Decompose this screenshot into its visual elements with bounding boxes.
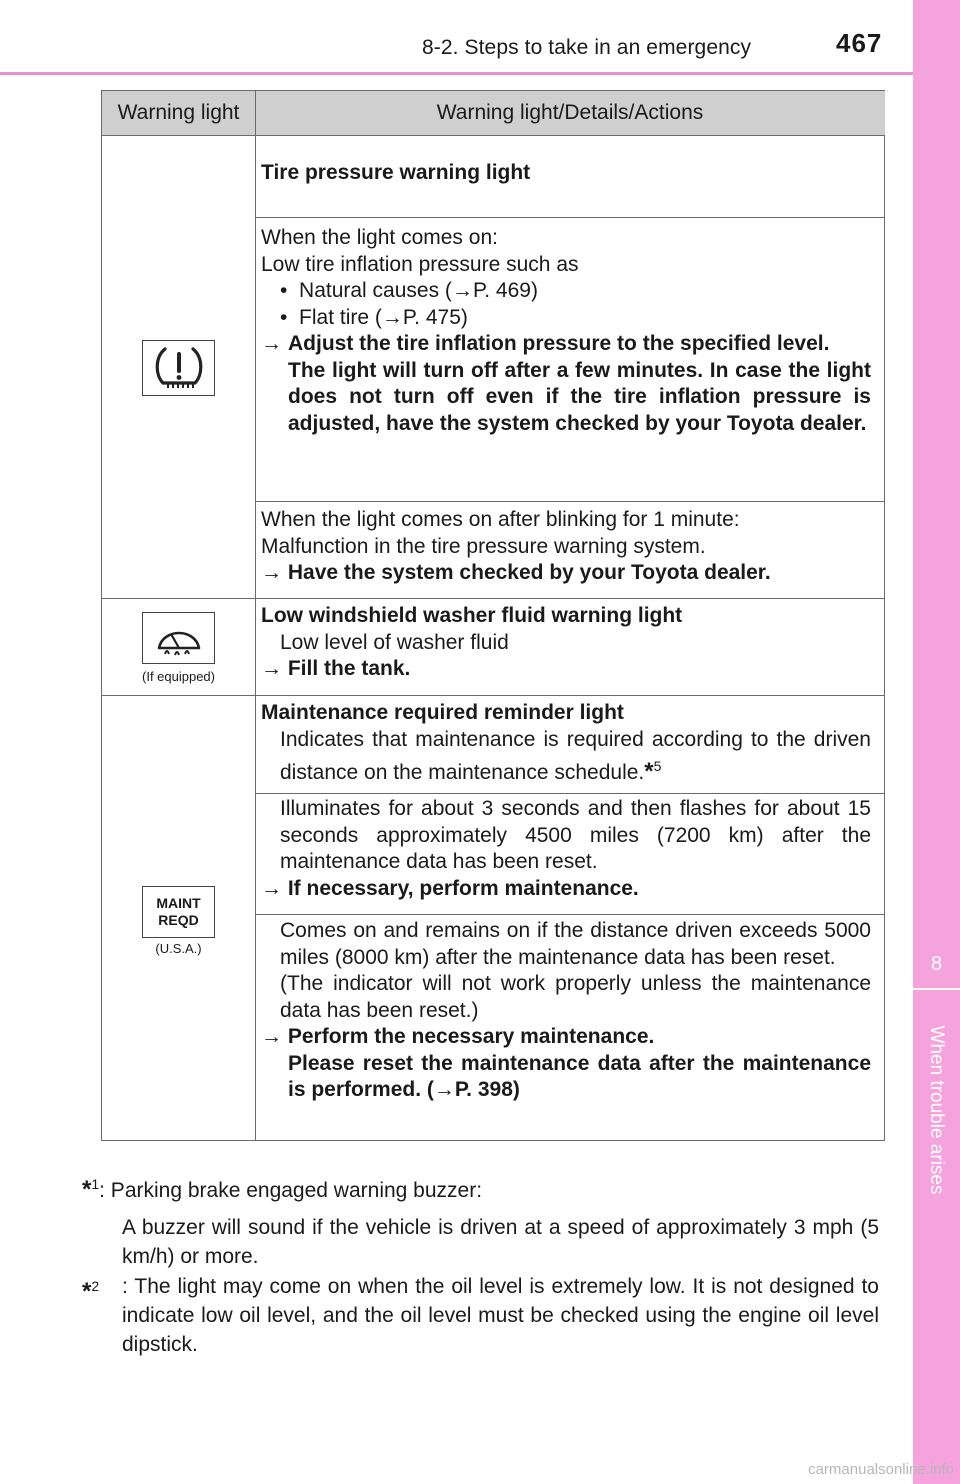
maint-required-note: (The indicator will not work properly unless the maintenance data has been reset.)	[280, 972, 871, 1022]
tire-pressure-warning-icon	[142, 340, 215, 396]
tire-malfunction-desc: Malfunction in the tire pressure warning system.	[261, 534, 706, 558]
row-divider	[102, 135, 884, 136]
row-divider	[255, 501, 884, 502]
tire-malfunction-label: When the light comes on after blinking for 1 minute:	[261, 508, 740, 531]
footnote-1	[82, 1170, 879, 1271]
header-rule	[0, 72, 913, 75]
watermark: carmanualsonline.info	[808, 1461, 954, 1478]
tire-action: → Adjust the tire inflation pressure to the specified level.	[261, 332, 830, 355]
maint-reminder-action: → If necessary, perform maintenance.	[261, 876, 639, 900]
washer-warning-title: Low windshield washer fluid warning light	[261, 604, 683, 627]
footnote-1-title: *$^1$: Parking brake engaged warning buzzer:	[82, 1176, 483, 1203]
maint-reset-instruction: Please reset the maintenance data after the maintenance is performed. (→P. 398)	[288, 1051, 871, 1101]
chapter-tab	[913, 0, 960, 1484]
chapter-label: When trouble arises	[926, 1025, 947, 1195]
maint-warning-details	[261, 700, 871, 787]
tire-condition-label: When the light comes on:	[261, 226, 498, 249]
tire-condition-desc: Low tire inflation pressure such as	[261, 252, 579, 276]
tire-action-detail: The light will turn off after a few minutes. In case the light does not turn off even if the tire inflation pressure is adjusted, have the system checked by your Toyota dealer.	[288, 358, 871, 435]
tire-warning-title: Tire pressure warning light	[261, 161, 531, 184]
usa-note: (U.S.A.)	[155, 941, 202, 956]
footnote-2-body: *$^2$ : The light may come on when the oil level is extremely low. It is not designed to indicate low oil level, and the oil level must be checked using the engine oil level dipstick.	[82, 1275, 879, 1356]
tire-warning-details	[261, 225, 871, 437]
chapter-number: 8	[930, 953, 943, 975]
column-divider	[255, 91, 256, 1140]
warning-light-table	[101, 90, 885, 1141]
footnote-1-body: A buzzer will sound if the vehicle is driven at a speed of approximately 3 mph (5 km/h) or more.	[122, 1216, 879, 1268]
maint-reminder-details	[261, 796, 871, 902]
row-divider	[102, 598, 884, 599]
row-divider	[255, 793, 884, 794]
maint-required-action: → Perform the necessary maintenance.	[261, 1025, 655, 1048]
tire-malfunction-details	[261, 507, 871, 587]
list-item: • Flat tire (→P. 475)	[280, 305, 468, 329]
washer-warning-desc: Low level of washer fluid	[280, 630, 509, 654]
row-divider	[255, 914, 884, 915]
maint-reqd-icon: MAINT REQD	[142, 886, 215, 938]
page-number: 467	[836, 28, 883, 58]
washer-fluid-warning-icon	[142, 612, 215, 664]
table-header-warning-light: Warning light	[102, 91, 255, 135]
footnote-2	[82, 1272, 879, 1359]
maint-required-desc: Comes on and remains on if the distance driven exceeds 5000 miles (8000 km) after the maintenance data has been reset.	[280, 919, 871, 969]
row-divider	[255, 217, 884, 218]
table-header-details: Warning light/Details/Actions	[255, 91, 885, 135]
list-item: • Natural causes (→P. 469)	[280, 279, 538, 302]
maint-warning-title: Maintenance required reminder light	[261, 701, 624, 724]
section-title: 8-2. Steps to take in an emergency	[422, 36, 752, 59]
tire-malfunction-action: → Have the system checked by your Toyota dealer.	[261, 561, 771, 584]
chapter-tab-divider	[913, 988, 960, 990]
maint-warning-desc: Indicates that maintenance is required according to the driven distance on the maintenance schedule.*$^5$	[280, 727, 871, 785]
washer-warning-action: → Fill the tank.	[261, 657, 411, 680]
maint-reminder-desc: Illuminates for about 3 seconds and then flashes for about 15 seconds approximately 4500 miles (7200 km) after the maintenance data has been reset.	[280, 797, 871, 873]
if-equipped-note: (If equipped)	[142, 669, 215, 684]
maint-required-details	[261, 918, 871, 1104]
row-divider	[102, 695, 884, 696]
washer-warning-details	[261, 603, 871, 683]
